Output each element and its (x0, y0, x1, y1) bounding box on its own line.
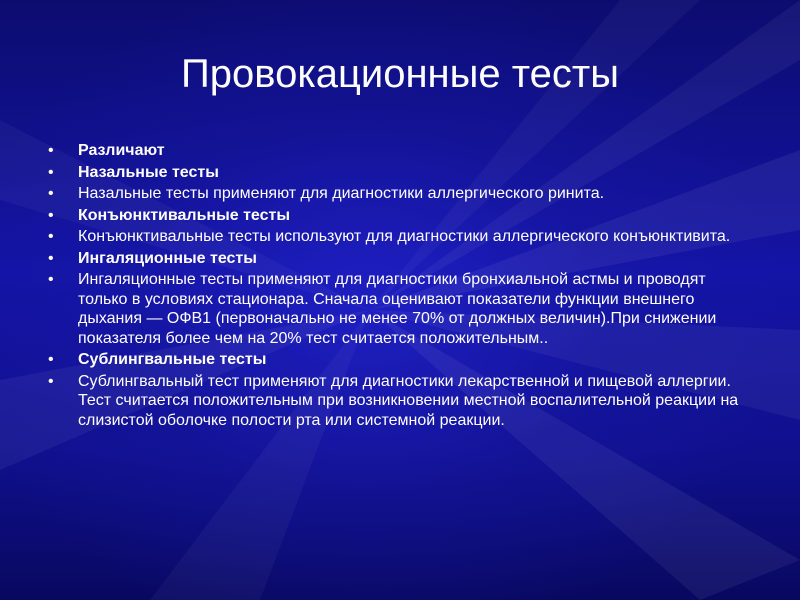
bullet-icon: • (48, 185, 54, 202)
bullet-icon: • (48, 206, 54, 224)
list-item-text: Различают (78, 142, 165, 159)
list-item (48, 270, 748, 348)
bullet-list (48, 141, 748, 432)
list-item (48, 350, 748, 370)
list-item (48, 206, 748, 226)
bullet-icon: • (48, 372, 54, 390)
bullet-icon: • (48, 351, 54, 368)
bullet-icon: • (48, 249, 54, 267)
list-item-text: Ингаляционные тесты (78, 249, 257, 267)
slide-title: Провокационные тесты (181, 52, 619, 96)
list-item (48, 372, 748, 431)
list-item (48, 227, 748, 247)
list-item-text: Назальные тесты (78, 163, 219, 181)
list-item (48, 163, 748, 183)
bullet-icon: • (48, 271, 54, 288)
list-item-text: Конъюнктивальные тесты (78, 206, 290, 224)
list-item (48, 141, 748, 161)
list-item-text: Сублингвальный тест применяют для диагностики лекарственной и пищевой аллергии. Тест считается положительным при возникновении местной воспалительной реакции на слизистой оболочке полости рта или системной реакции. (78, 372, 739, 429)
list-item-text: Конъюнктивальные тесты используют для диагностики аллергического конъюнктивита. (78, 228, 731, 245)
list-item-text: Назальные тесты применяют для диагностики аллергического ринита. (78, 185, 605, 202)
bullet-icon: • (48, 163, 54, 181)
list-item (48, 184, 748, 204)
bullet-icon: • (48, 142, 54, 159)
bullet-icon: • (48, 228, 54, 245)
list-item-text: Сублингвальные тесты (78, 351, 267, 368)
list-item-text: Ингаляционные тесты применяют для диагностики бронхиальной астмы и проводят только в условиях стационара. Сначала оценивают показатели функции внешнего дыхания — ОФВ1 (первоначально не менее 70% от должных величин).При снижении показателя более чем на 20% тест считается положительным.. (78, 271, 717, 347)
list-item (48, 249, 748, 269)
